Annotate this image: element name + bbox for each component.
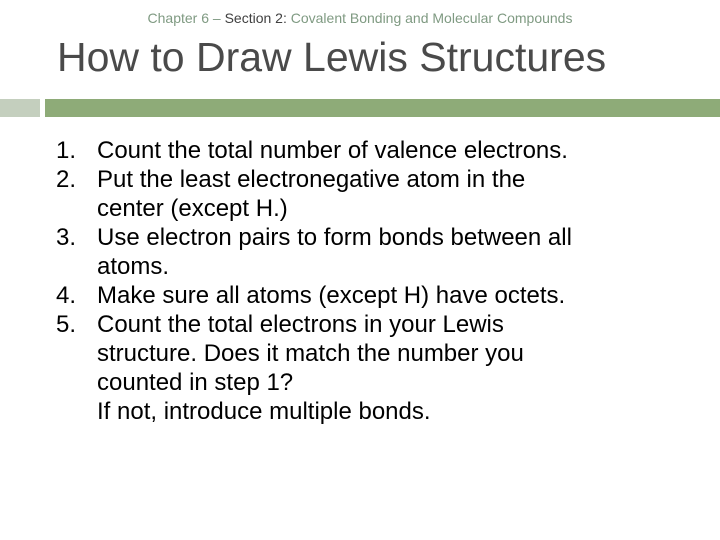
step-line: center (except H.) xyxy=(97,195,288,222)
step-line: Count the total number of valence electrons. xyxy=(97,137,568,164)
step-number: 4. xyxy=(56,282,77,309)
step-line: counted in step 1? xyxy=(97,369,294,396)
step-text xyxy=(97,136,696,165)
step-text xyxy=(97,310,696,426)
section-label: Section 2: xyxy=(224,10,287,26)
step-line: structure. Does it match the number you xyxy=(97,340,524,367)
list-item xyxy=(56,310,696,426)
steps-list xyxy=(56,136,696,426)
step-text xyxy=(97,223,696,281)
list-item xyxy=(56,281,696,310)
list-item xyxy=(56,165,696,223)
step-line: Put the least electronegative atom in the xyxy=(97,166,526,193)
step-line: Count the total electrons in your Lewis xyxy=(97,311,504,338)
step-number: 3. xyxy=(56,224,77,251)
step-line: atoms. xyxy=(97,253,170,280)
slide-title: How to Draw Lewis Structures xyxy=(57,34,607,80)
title-rule-left-block xyxy=(0,99,40,117)
step-number: 1. xyxy=(56,137,77,164)
step-line: Use electron pairs to form bonds between all xyxy=(97,224,572,251)
list-item xyxy=(56,136,696,165)
chapter-label: Chapter 6 – xyxy=(147,10,221,26)
step-number: 2. xyxy=(56,166,77,193)
step-text xyxy=(97,165,696,223)
step-text xyxy=(97,281,696,310)
step-number: 5. xyxy=(56,311,77,338)
step-line: Make sure all atoms (except H) have octets. xyxy=(97,282,566,309)
section-topic: Covalent Bonding and Molecular Compounds xyxy=(290,10,573,26)
section-header xyxy=(0,10,720,26)
title-rule-bar xyxy=(45,99,720,117)
list-item xyxy=(56,223,696,281)
step-line: If not, introduce multiple bonds. xyxy=(97,398,431,425)
